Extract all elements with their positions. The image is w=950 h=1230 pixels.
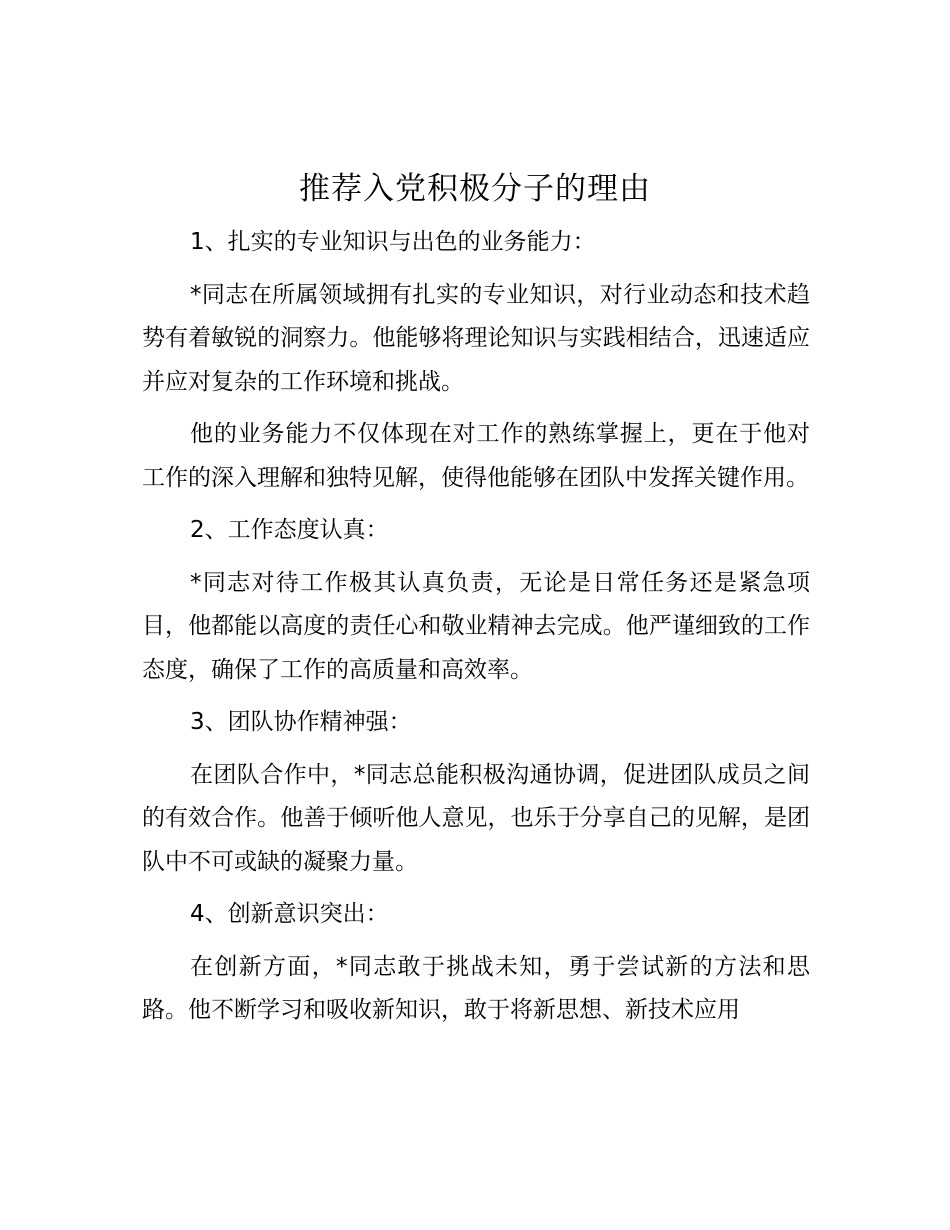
paragraph: *同志在所属领域拥有扎实的专业知识，对行业动态和技术趋势有着敏锐的洞察力。他能够将理论知识与实践相结合，迅速适应并应对复杂的工作环境和挑战。 <box>142 281 810 395</box>
section-heading-2: 2、工作态度认真： <box>190 517 389 543</box>
paragraph: 在团队合作中，*同志总能积极沟通协调，促进团队成员之间的有效合作。他善于倾听他人意见，也乐于分享自己的见解，是团队中不可或缺的凝聚力量。 <box>142 761 810 875</box>
document-title: 推荐入党积极分子的理由 <box>299 171 651 207</box>
section-heading-1: 1、扎实的专业知识与出色的业务能力： <box>190 229 596 255</box>
section-heading-4: 4、创新意识突出： <box>190 901 389 927</box>
document-body <box>142 221 810 1042</box>
paragraph: *同志对待工作极其认真负责，无论是日常任务还是紧急项目，他都能以高度的责任心和敬业精神去完成。他严谨细致的工作态度，确保了工作的高质量和高效率。 <box>142 569 810 683</box>
paragraph: 在创新方面，*同志敢于挑战未知，勇于尝试新的方法和思路。他不断学习和吸收新知识，敢于将新思想、新技术应用 <box>142 953 810 1023</box>
paragraph: 他的业务能力不仅体现在对工作的熟练掌握上，更在于他对工作的深入理解和独特见解，使得他能够在团队中发挥关键作用。 <box>142 421 810 491</box>
section-heading-3: 3、团队协作精神强： <box>190 709 412 735</box>
